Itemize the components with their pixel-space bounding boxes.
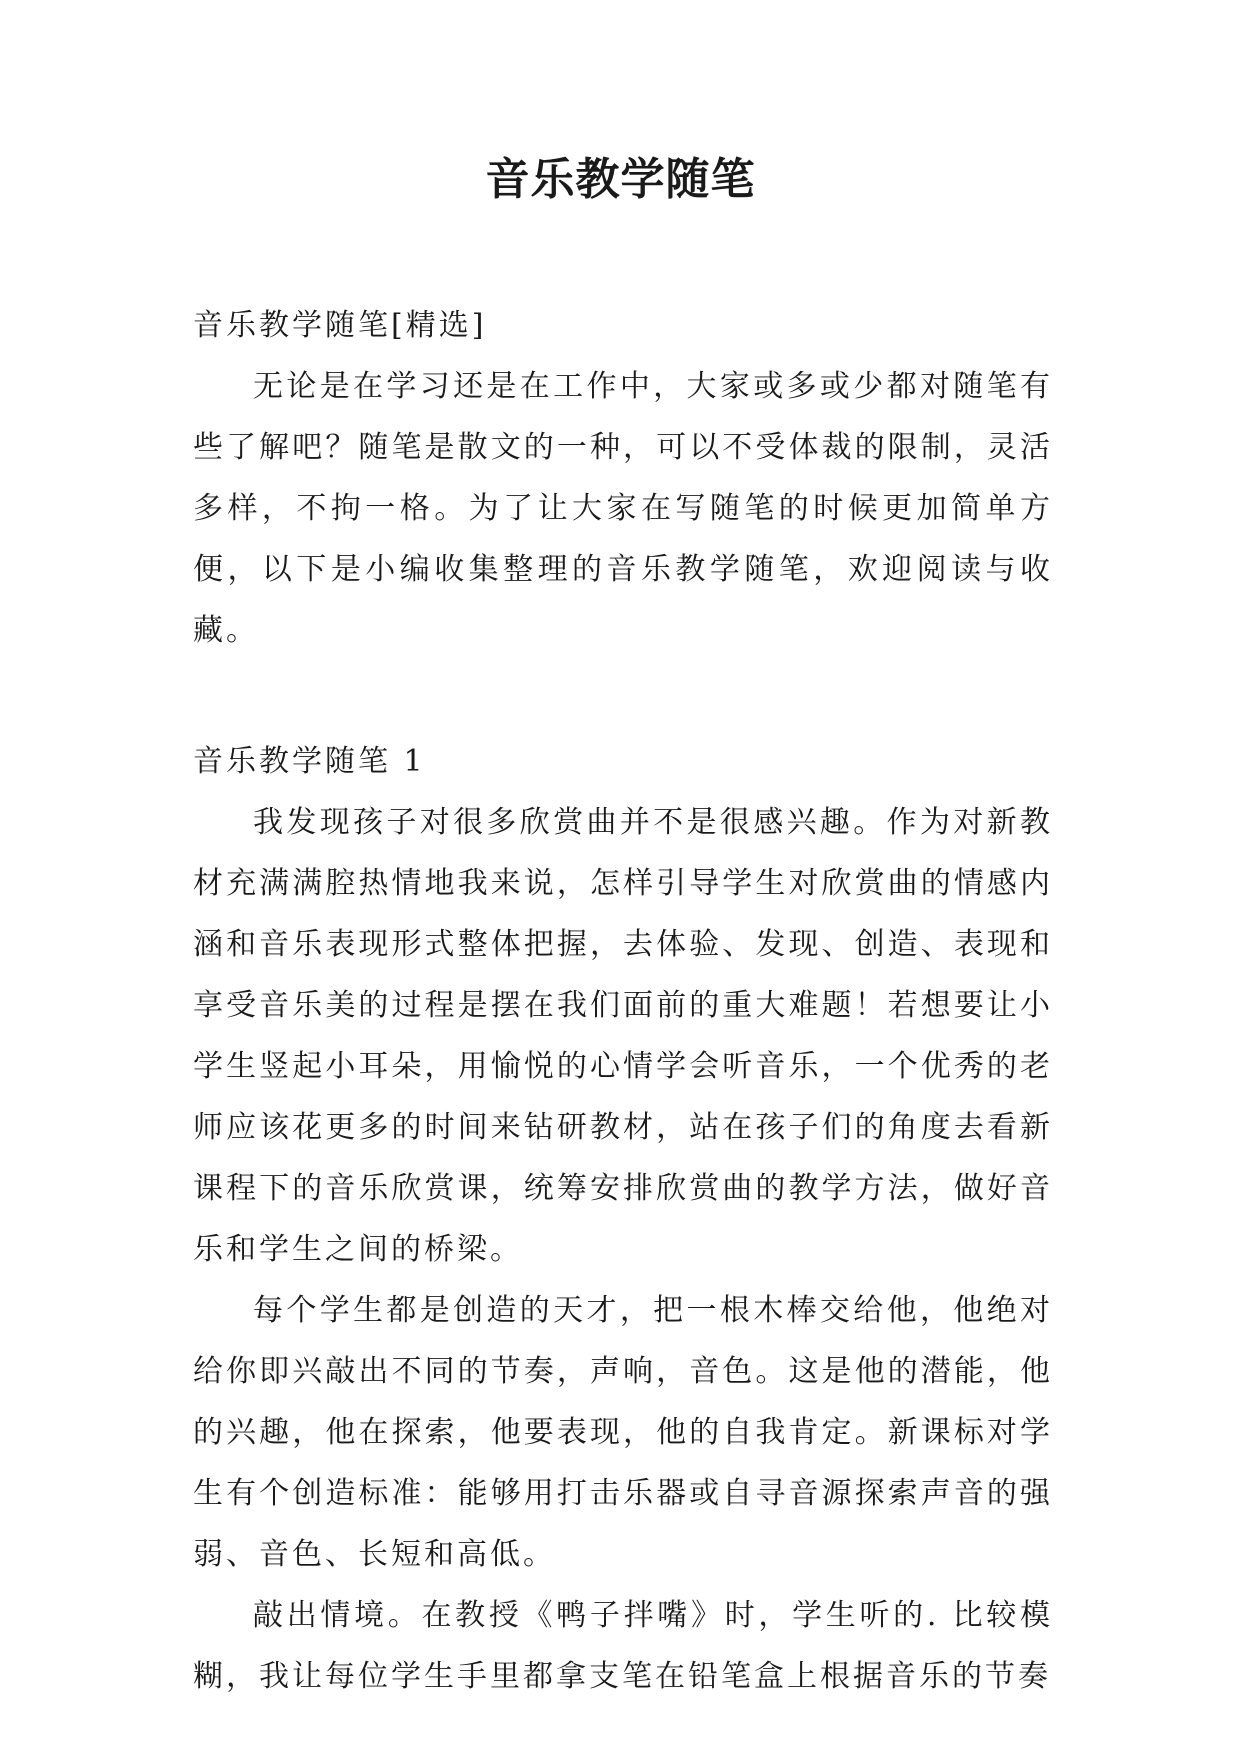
section-spacer	[193, 661, 1053, 731]
intro-paragraph: 无论是在学习还是在工作中，大家或多或少都对随笔有些了解吧？随笔是散文的一种，可以不受体裁的限制，灵活多样，不拘一格。为了让大家在写随笔的时候更加简单方便，以下是小编收集整理的音乐教学随笔，欢迎阅读与收藏。	[193, 369, 1053, 648]
section-heading: 音乐教学随笔 1	[193, 744, 426, 779]
document-body	[193, 295, 1053, 1707]
body-paragraph: 我发现孩子对很多欣赏曲并不是很感兴趣。作为对新教材充满满腔热情地我来说，怎样引导学生对欣赏曲的情感内涵和音乐表现形式整体把握，去体验、发现、创造、表现和享受音乐美的过程是摆在我们面前的重大难题！若想要让小学生竖起小耳朵，用愉悦的心情学会听音乐，一个优秀的老师应该花更多的时间来钻研教材，站在孩子们的角度去看新课程下的音乐欣赏课，统筹安排欣赏曲的教学方法，做好音乐和学生之间的桥梁。	[193, 805, 1053, 1267]
body-paragraph: 每个学生都是创造的天才，把一根木棒交给他，他绝对给你即兴敲出不同的节奏，声响，音色。这是他的潜能，他的兴趣，他在探索，他要表现，他的自我肯定。新课标对学生有个创造标准：能够用打击乐器或自寻音源探索声音的强弱、音色、长短和高低。	[193, 1293, 1053, 1572]
body-paragraph: 敲出情境。在教授《鸭子拌嘴》时，学生听的. 比较模糊，我让每位学生手里都拿支笔在铅笔盒上根据音乐的节奏	[193, 1598, 1053, 1694]
document-title: 音乐教学随笔	[485, 154, 756, 205]
intro-heading: 音乐教学随笔[精选]	[193, 308, 487, 343]
